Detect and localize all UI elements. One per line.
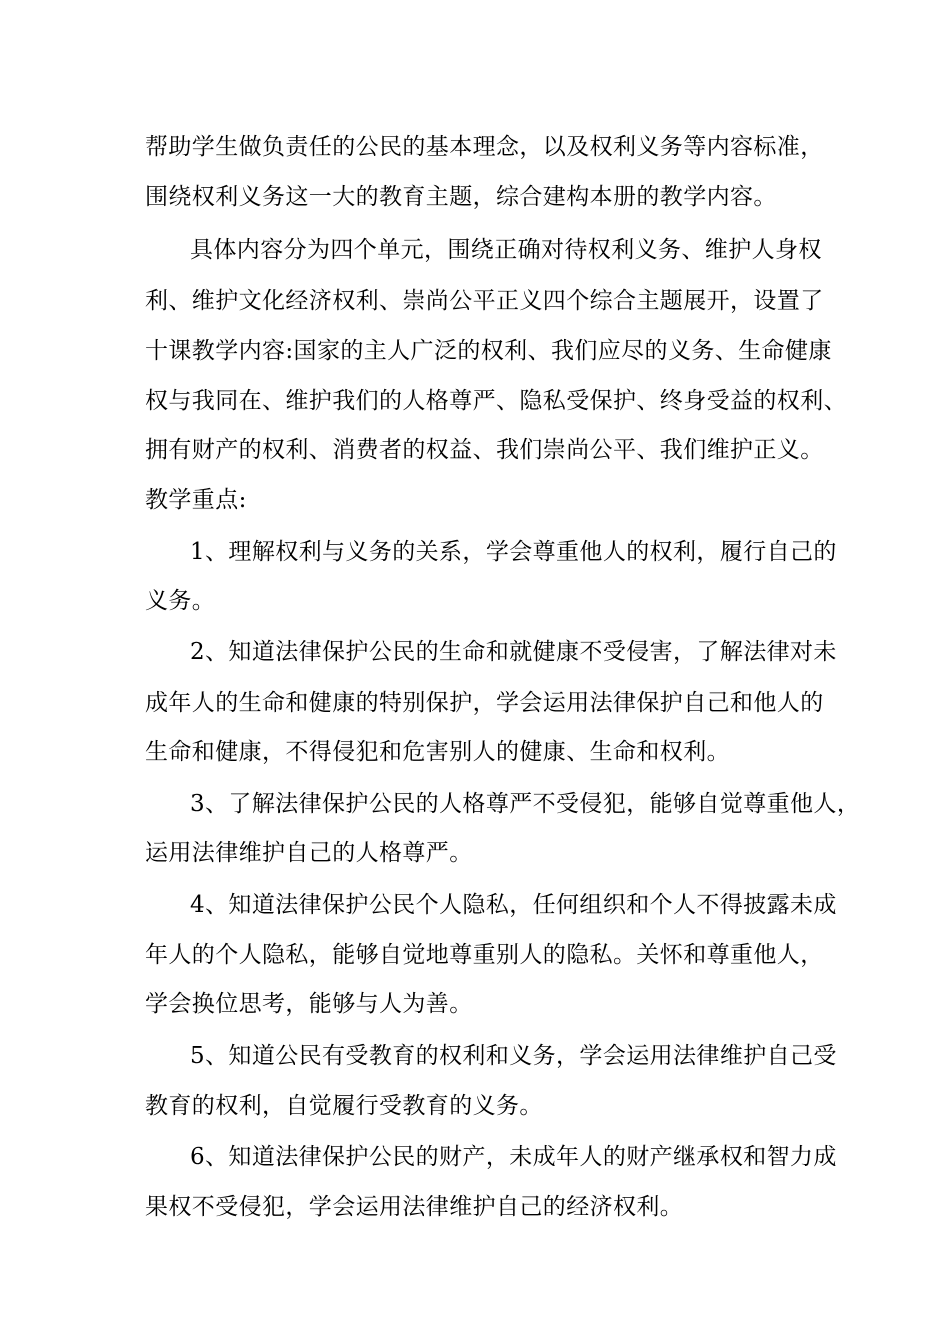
text-line: 围绕权利义务这一大的教育主题，综合建构本册的教学内容。	[145, 184, 777, 210]
text-line: 教育的权利，自觉履行受教育的义务。	[145, 1093, 543, 1119]
list-item-1: 1、理解权利与义务的关系，学会尊重他人的权利，履行自己的	[190, 539, 837, 565]
text-line: 拥有财产的权利、消费者的权益、我们崇尚公平、我们维护正义。	[145, 437, 824, 463]
list-item-4: 4、知道法律保护公民个人隐私，任何组织和个人不得披露未成	[190, 892, 837, 918]
text-line: 义务。	[145, 588, 216, 614]
list-item-5: 5、知道公民有受教育的权利和义务，学会运用法律维护自己受	[190, 1043, 837, 1069]
list-item-3: 3、了解法律保护公民的人格尊严不受侵犯，能够自觉尊重他人，	[190, 791, 861, 817]
section-heading: 教学重点:	[145, 487, 247, 513]
paragraph-first-line: 具体内容分为四个单元，围绕正确对待权利义务、维护人身权	[190, 237, 822, 263]
text-line: 成年人的生命和健康的特别保护，学会运用法律保护自己和他人的	[145, 690, 824, 716]
list-item-2: 2、知道法律保护公民的生命和就健康不受侵害，了解法律对未	[190, 639, 837, 665]
text-line: 十课教学内容:国家的主人广泛的权利、我们应尽的义务、生命健康	[145, 338, 832, 364]
text-line: 利、维护文化经济权利、崇尚公平正义四个综合主题展开，设置了	[145, 288, 824, 314]
text-line: 年人的个人隐私，能够自觉地尊重别人的隐私。关怀和尊重他人，	[145, 942, 824, 968]
text-line: 果权不受侵犯，学会运用法律维护自己的经济权利。	[145, 1194, 684, 1220]
text-line: 帮助学生做负责任的公民的基本理念，以及权利义务等内容标准，	[145, 134, 824, 160]
text-line: 权与我同在、维护我们的人格尊严、隐私受保护、终身受益的权利、	[145, 388, 847, 414]
text-line: 学会换位思考，能够与人为善。	[145, 991, 473, 1017]
list-item-6: 6、知道法律保护公民的财产，未成年人的财产继承权和智力成	[190, 1144, 837, 1170]
text-line: 生命和健康，不得侵犯和危害别人的健康、生命和权利。	[145, 739, 730, 765]
text-line: 运用法律维护自己的人格尊严。	[145, 840, 473, 866]
